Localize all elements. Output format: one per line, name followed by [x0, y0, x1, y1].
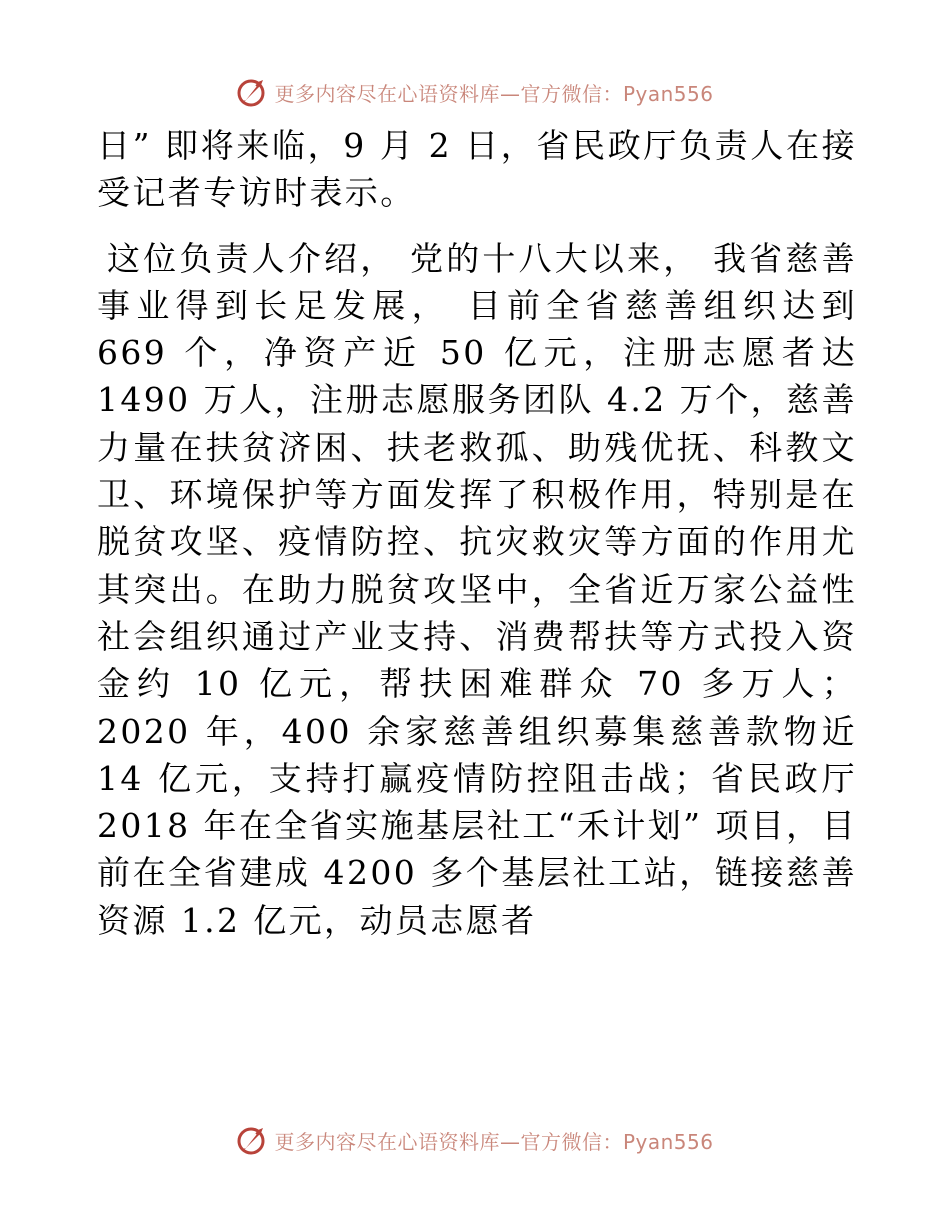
paragraph-main: 这位负责人介绍， 党的十八大以来， 我省慈善事业得到长足发展， 目前全省慈善组织达到 669 个，净资产近 50 亿元，注册志愿者达 1490 万人，注册志愿服务团队 4.2 万个，慈善力量在扶贫济困、扶老救孤、助残优抚、科教文卫、环境保护等方面发挥了积极作用，特别是在脱贫攻坚、疫情防控、抗灾救灾等方面的作用尤其突出。在助力脱贫攻坚中，全省近万家公益性社会组织通过产业支持、消费帮扶等方式投入资金约 10 亿元，帮扶困难群众 70 多万人；2020 年，400 余家慈善组织募集慈善款物近 14 亿元，支持打赢疫情防控阻击战；省民政厅 2018 年在全省实施基层社工“禾计划” 项目，目前在全省建成 4200 多个基层社工站，链接慈善资源 1.2 亿元，动员志愿者 [97, 238, 857, 940]
footer-banner-text: 更多内容尽在心语资料库—官方微信：Pyan556 [274, 1129, 714, 1154]
quill-pen-logo-icon [236, 76, 268, 108]
document-body [97, 122, 857, 944]
paragraph-intro: 日” 即将来临，9 月 2 日，省民政厅负责人在接受记者专访时表示。 [97, 126, 857, 213]
header-watermark-banner [0, 72, 950, 112]
header-banner-text: 更多内容尽在心语资料库—官方微信：Pyan556 [274, 81, 714, 106]
quill-pen-logo-icon [236, 1124, 268, 1156]
footer-watermark-banner [0, 1120, 950, 1160]
